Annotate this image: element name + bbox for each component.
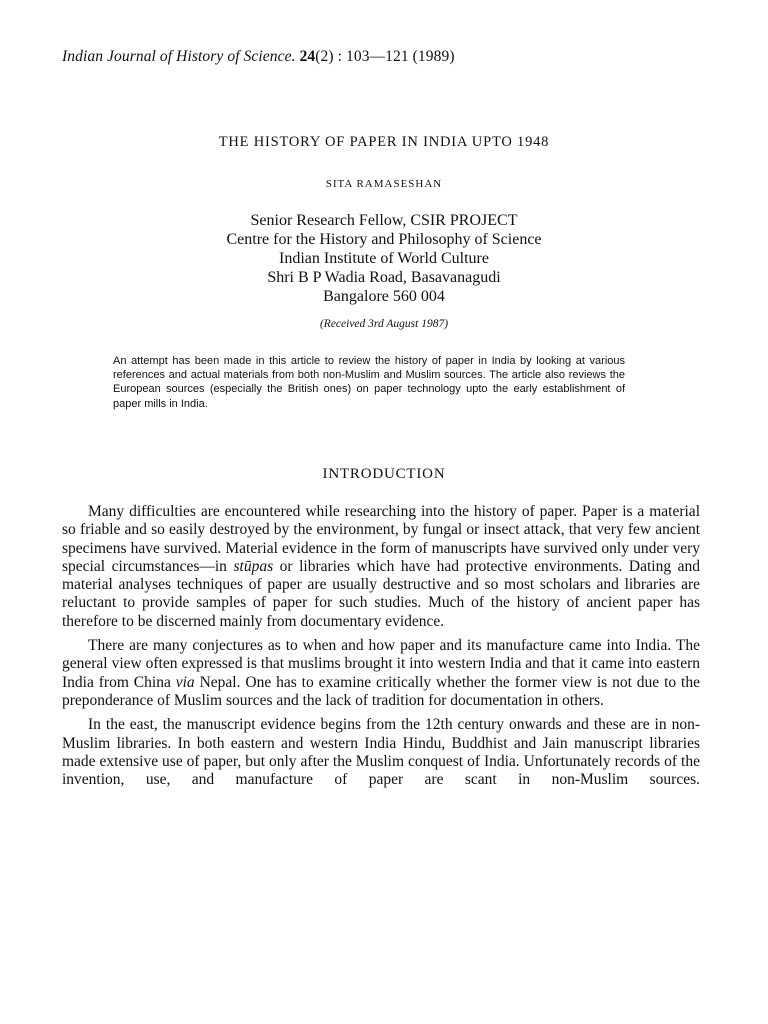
affiliation-line: Shri B P Wadia Road, Basavanagudi [267, 269, 501, 286]
journal-citation [62, 48, 455, 66]
affiliation-line: Senior Research Fellow, CSIR PROJECT [250, 212, 518, 229]
affiliation-line: Bangalore 560 004 [323, 288, 445, 305]
affiliation-line: Centre for the History and Philosophy of Science [226, 231, 542, 248]
received-date: (Received 3rd August 1987) [319, 318, 449, 330]
paragraph: In the east, the manuscript evidence begins from the 12th century onwards and these are in non-Muslim libraries. In both eastern and western India Hindu, Buddhist and Jain manuscript libraries made extensive use of paper, but only after the Muslim conquest of India. Unfortunately records of the invention, use, and manufacture of paper are scant in non-Muslim sources. [62, 716, 700, 789]
paragraph-text: There are many conjectures as to when and how paper and its manufacture came into India. The general view often expressed is that muslims brought it into western India and that it came into eastern India from China [62, 637, 700, 691]
section-heading-introduction: INTRODUCTION [322, 466, 446, 482]
affiliation-line: Indian Institute of World Culture [279, 250, 489, 267]
paragraph-italic-term: stūpas [233, 557, 274, 575]
author-affiliation [0, 211, 768, 306]
journal-volume: 24 [299, 48, 316, 65]
paragraph-text: or libraries which have had protective environments. Dating and material analyses techniques of paper are usually destructive and so most scholars and libraries are reluctant to provide samples of paper for such studies. Much of the history of ancient paper has therefore to be discerned mainly from documentary evidence. [62, 557, 701, 630]
article-title: THE HISTORY OF PAPER IN INDIA UPTO 1948 [218, 134, 550, 150]
abstract: An attempt has been made in this article to review the history of paper in India by looking at various references and actual materials from both non-Muslim and Muslim sources. The article also reviews the European sources (especially the British ones) on paper technology upto the early establishment of paper mills in India. [113, 355, 625, 410]
paragraph-text: Many difficulties are encountered while researching into the history of paper. Paper is a material so friable and so easily destroyed by the environment, by fungal or insect attack, that very few ancient specimens have survived. Material evidence in the form of manuscripts have survived only under very special circumstances—in [62, 503, 700, 575]
paragraph-italic-term: via [175, 673, 195, 691]
paragraph [62, 637, 700, 710]
introduction-body [62, 503, 700, 795]
article-author: SITA RAMASESHAN [325, 178, 443, 190]
paragraph-text: Nepal. One has to examine critically whether the former view is not due to the preponderance of Muslim sources and the lack of tradition for documentation in others. [62, 673, 700, 709]
journal-issue-pages: (2) : 103—121 (1989) [315, 48, 455, 65]
paragraph [62, 503, 700, 631]
journal-name: Indian Journal of History of Science. [62, 48, 296, 65]
